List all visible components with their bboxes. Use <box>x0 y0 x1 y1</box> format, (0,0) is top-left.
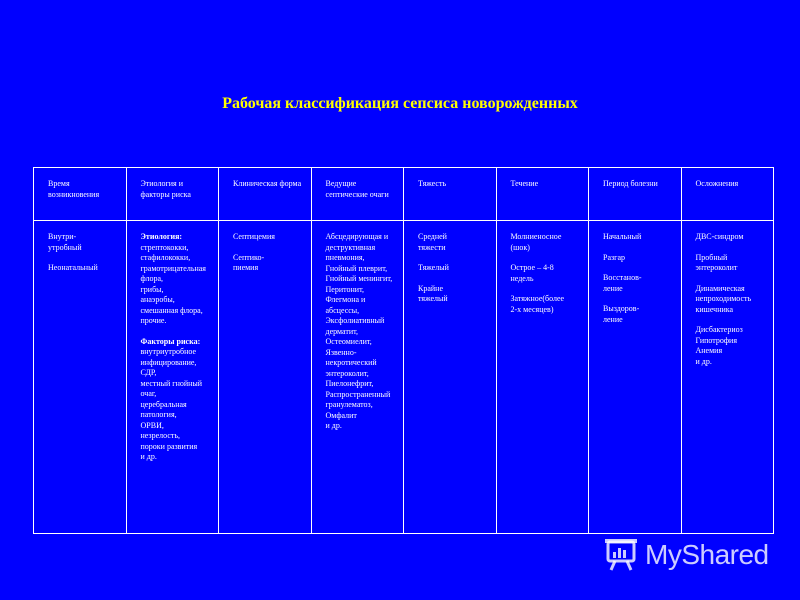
group-gap <box>48 253 122 263</box>
cell-line: дерматит, <box>325 326 359 336</box>
cell-line: грамотрицательная <box>140 263 206 273</box>
cell-line: пиемия <box>233 263 259 272</box>
cell-line: смешанная флора, <box>140 305 203 315</box>
body-cell-complications <box>681 221 774 534</box>
cell-line: Затяжное(более <box>510 294 565 303</box>
group-gap <box>418 253 492 263</box>
cell-line: ОРВИ, <box>140 420 164 430</box>
cell-line: инфицирование, <box>140 357 197 367</box>
cell-line: Гнойный плеврит, <box>325 263 388 273</box>
cell-line: и др. <box>325 421 342 430</box>
cell-line: незрелость, <box>140 431 181 440</box>
body-cell-course <box>496 221 589 534</box>
cell-line: пневмония, <box>325 253 365 262</box>
header-cell: Осложнения <box>681 168 774 221</box>
cell-line: Перитонит, <box>325 284 364 294</box>
cell-line: Восстанов- <box>603 273 642 282</box>
cell-line: Анемия <box>695 346 723 355</box>
cell-line: Пробный <box>695 252 728 262</box>
cell-line: Дисбактериоз <box>695 325 743 334</box>
cell-line: стафилококки, <box>140 253 191 262</box>
cell-line: Начальный <box>603 232 642 241</box>
cell-line: Неонатальный <box>48 263 98 272</box>
cell-line: Факторы риска: <box>140 336 201 346</box>
cell-line: утробный <box>48 242 82 252</box>
cell-line: церебральная <box>140 399 187 409</box>
header-cell: Клиническая форма <box>219 168 312 221</box>
group-gap <box>603 243 677 253</box>
cell-line: очаг, <box>140 389 157 398</box>
cell-line: недель <box>510 273 534 283</box>
cell-line: Средней <box>418 232 447 241</box>
cell-line: прочие. <box>140 316 167 325</box>
cell-line: Выздоров- <box>603 304 640 313</box>
cell-line: анаэробы, <box>140 295 175 304</box>
cell-line: и др. <box>140 452 157 461</box>
cell-line: Гнойный менингит, <box>325 274 393 283</box>
group-gap <box>696 315 770 325</box>
cell-line: Остеомиелит, <box>325 337 372 346</box>
header-cell: Время возникновения <box>34 168 127 221</box>
cell-line: Эксфолиативный <box>325 316 385 325</box>
group-gap <box>696 243 770 253</box>
cell-line: энтероколит <box>695 263 738 272</box>
cell-line: патология, <box>140 410 177 419</box>
cell-line: непроходимость <box>695 294 752 303</box>
header-cell: Тяжесть <box>404 168 497 221</box>
cell-line: кишечника <box>695 304 734 314</box>
cell-line: стрептококки, <box>140 242 189 252</box>
cell-line: флора, <box>140 274 164 283</box>
cell-line: ДВС-синдром <box>695 232 744 241</box>
cell-line: Язвенно- <box>325 347 357 357</box>
cell-line: Септико- <box>233 252 265 262</box>
cell-line: и др. <box>695 356 712 366</box>
cell-line: Пиелонефрит, <box>325 379 374 388</box>
cell-line: Молниеносное <box>510 232 562 241</box>
cell-line: пороки развития <box>140 441 198 451</box>
body-cell-foci <box>311 221 404 534</box>
watermark-logo <box>605 537 785 573</box>
cell-line: некротический <box>325 358 377 367</box>
group-gap <box>233 243 307 253</box>
group-gap <box>696 274 770 284</box>
group-gap <box>511 253 585 263</box>
presentation-board-icon <box>605 539 641 571</box>
body-cell-severity <box>404 221 497 534</box>
cell-line: Острое – 4-8 <box>510 263 554 272</box>
table-header-row <box>34 168 774 221</box>
header-cell: Течение <box>496 168 589 221</box>
cell-line: местный гнойный <box>140 378 203 388</box>
cell-line: энтероколит, <box>325 368 369 378</box>
cell-line: Флегмона и <box>325 295 366 304</box>
cell-line: ление <box>603 314 623 324</box>
cell-line: Крайне <box>418 283 443 293</box>
header-cell: Этиология и факторы риска <box>126 168 219 221</box>
cell-line: внутриутробное <box>140 347 197 356</box>
group-gap <box>603 263 677 273</box>
cell-line: Разгар <box>603 252 625 262</box>
cell-line: Этиология: <box>140 232 183 241</box>
cell-line: Омфалит <box>325 410 357 420</box>
cell-line: деструктивная <box>325 242 376 252</box>
header-cell: Ведущие септические очаги <box>311 168 404 221</box>
group-gap <box>603 294 677 304</box>
cell-line: тяжести <box>418 242 446 252</box>
body-cell-etiology <box>126 221 219 534</box>
group-gap <box>418 274 492 284</box>
cell-line: Распространенный <box>325 389 391 399</box>
cell-line: Абсцедирующая и <box>325 232 389 241</box>
cell-line: (шок) <box>510 242 530 252</box>
header-cell: Период болезни <box>589 168 682 221</box>
cell-line: 2-х месяцев) <box>510 304 554 314</box>
cell-line: Септицемия <box>233 232 275 241</box>
cell-line: ление <box>603 283 623 293</box>
body-cell-period <box>589 221 682 534</box>
cell-line: абсцессы, <box>325 305 360 315</box>
group-gap <box>511 284 585 294</box>
slide-title: Рабочая классификация сепсиса новорожденных <box>222 95 578 112</box>
cell-line: грибы, <box>140 284 164 294</box>
logo-text: MyShared <box>645 539 769 570</box>
cell-line: Гипотрофия <box>695 335 738 345</box>
cell-line: Внутри- <box>48 232 77 241</box>
body-cell-form <box>219 221 312 534</box>
cell-line: Динамическая <box>695 283 745 293</box>
group-gap <box>141 327 215 337</box>
cell-line: Тяжелый <box>418 263 449 272</box>
cell-line: СДР, <box>140 368 157 377</box>
classification-table <box>33 167 774 534</box>
table-body-row <box>34 221 774 534</box>
cell-line: тяжелый <box>418 294 448 303</box>
body-cell-time <box>34 221 127 534</box>
cell-line: гранулематоз, <box>325 400 373 409</box>
